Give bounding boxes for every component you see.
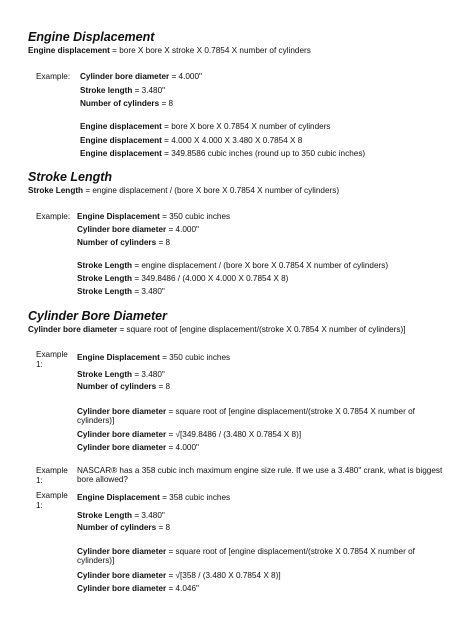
question-text: NASCAR® has a 358 cubic inch maximum engine size rule. If we use a 3.480" crank, what is biggest bore allowed? bbox=[77, 466, 443, 485]
calc-line: Engine displacement = 349.8586 cubic inches (round up to 350 cubic inches) bbox=[80, 149, 366, 158]
example-label: Example bbox=[36, 491, 68, 500]
given-line: Number of cylinders = 8 bbox=[77, 238, 171, 247]
given-line: Engine Displacement = 350 cubic inches bbox=[77, 212, 231, 221]
formula-stroke-length: Stroke Length = engine displacement / (bore X bore X 0.7854 X number of cylinders) bbox=[28, 186, 340, 195]
given-line: Number of cylinders = 8 bbox=[77, 523, 171, 532]
given-line: Cylinder bore diameter = 4.000" bbox=[77, 225, 199, 234]
calc-line: Stroke Length = 3.480" bbox=[77, 287, 165, 296]
calc-line: Stroke Length = 349.8486 / (4.000 X 4.000 X 0.7854 X 8) bbox=[77, 274, 289, 283]
calc-line: Engine displacement = bore X bore X 0.7854 X number of cylinders bbox=[80, 122, 331, 131]
calc-line: Cylinder bore diameter = square root of [engine displacement/(stroke X 0.7854 X number of cylinders)] bbox=[77, 407, 415, 426]
formula-engine-displacement: Engine displacement = bore X bore X stroke X 0.7854 X number of cylinders bbox=[28, 46, 311, 55]
example-label: 1: bbox=[36, 476, 43, 485]
example-label: Example bbox=[36, 466, 68, 475]
calc-line: Cylinder bore diameter = √[358 / (3.480 X 0.7854 X 8)] bbox=[77, 571, 281, 580]
given-line: Stroke Length = 3.480" bbox=[77, 511, 165, 520]
example-label: Example: bbox=[36, 212, 71, 221]
calc-line: Stroke Length = engine displacement / (bore X bore X 0.7854 X number of cylinders) bbox=[77, 261, 389, 270]
calc-line: Engine displacement = 4.000 X 4.000 X 3.480 X 0.7854 X 8 bbox=[80, 136, 303, 145]
calc-line: Cylinder bore diameter = 4.046" bbox=[77, 584, 199, 593]
heading-cylinder-bore-diameter: Cylinder Bore Diameter bbox=[28, 309, 167, 323]
calc-line: Cylinder bore diameter = √[349.8486 / (3.480 X 0.7854 X 8)] bbox=[77, 430, 302, 439]
example-label: Example bbox=[36, 350, 68, 359]
calc-line: Cylinder bore diameter = square root of [engine displacement/(stroke X 0.7854 X number of cylinders)] bbox=[77, 547, 415, 566]
given-line: Engine Displacement = 350 cubic inches bbox=[77, 353, 231, 362]
formula-cylinder-bore: Cylinder bore diameter = square root of [engine displacement/(stroke X 0.7854 X number of cylinders)] bbox=[28, 325, 406, 334]
given-line: Number of cylinders = 8 bbox=[77, 382, 171, 391]
given-line: Stroke length = 3.480" bbox=[80, 86, 166, 95]
heading-engine-displacement: Engine Displacement bbox=[28, 30, 155, 44]
example-label: 1: bbox=[36, 360, 43, 369]
given-line: Stroke Length = 3.480" bbox=[77, 370, 165, 379]
example-label: 1: bbox=[36, 501, 43, 510]
calc-line: Cylinder bore diameter = 4.000" bbox=[77, 443, 199, 452]
given-line: Number of cylinders = 8 bbox=[80, 99, 174, 108]
given-line: Engine Displacement = 358 cubic inches bbox=[77, 493, 231, 502]
example-label: Example: bbox=[36, 72, 71, 81]
heading-stroke-length: Stroke Length bbox=[28, 170, 113, 184]
given-line: Cylinder bore diameter = 4.000" bbox=[80, 72, 202, 81]
